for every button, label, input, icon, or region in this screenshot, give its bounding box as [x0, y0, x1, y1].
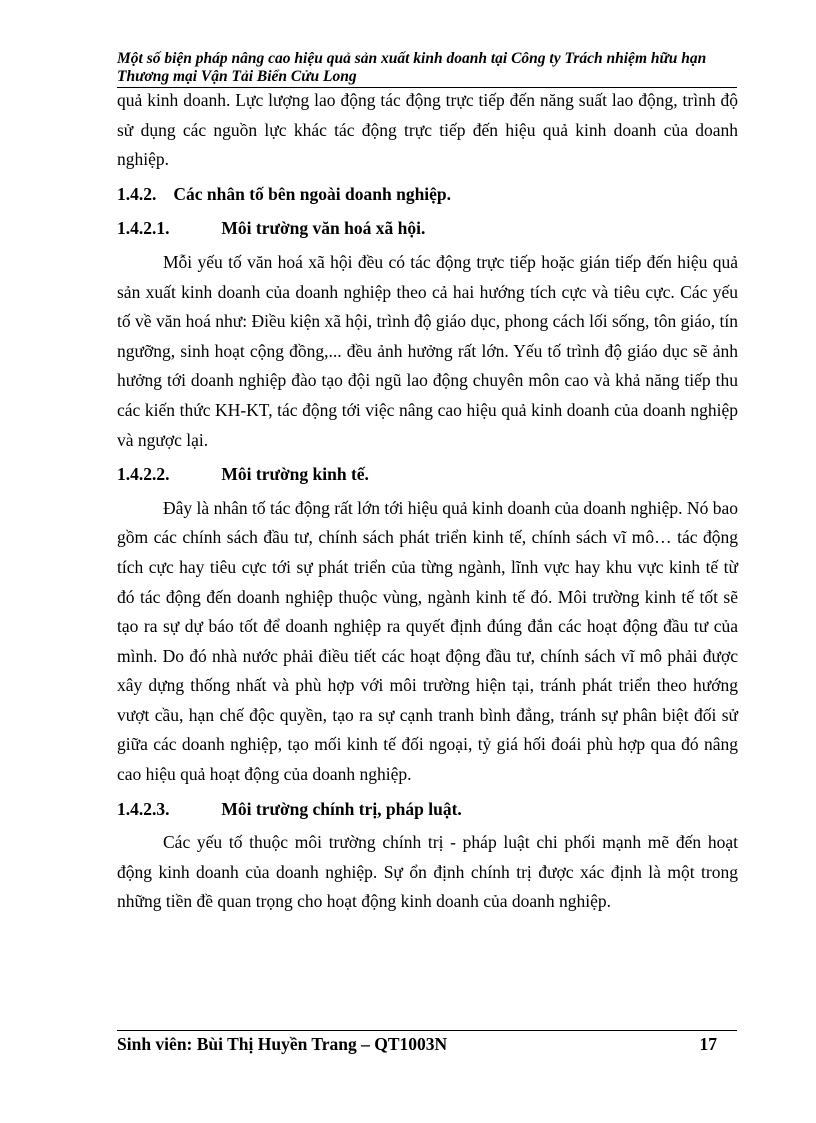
section-number: 1.4.2.3. [117, 798, 170, 819]
section-title: Môi trường kinh tế. [221, 464, 369, 485]
section-title: Môi trường chính trị, pháp luật. [221, 798, 462, 819]
running-header: Một số biện pháp nâng cao hiệu quả sản xuất kinh doanh tại Công ty Trách nhiệm hữu hạn Thương mại Vận Tải Biển Cửu Long [117, 50, 707, 85]
section-number: 1.4.2.2. [117, 464, 170, 485]
section-number: 1.4.2.1. [117, 218, 170, 239]
section-title: Các nhân tố bên ngoài doanh nghiệp. [173, 183, 452, 204]
section-heading-1-4-2-2 [117, 460, 738, 490]
section-number: 1.4.2. [117, 183, 157, 204]
section-heading-1-4-2-1 [117, 214, 738, 244]
section-heading-1-4-2 [117, 180, 738, 210]
document-body [117, 86, 738, 917]
paragraph-economy: Đây là nhân tố tác động rất lớn tới hiệu quả kinh doanh của doanh nghiệp. Nó bao gồm các chính sách đầu tư, chính sách phát triển kinh tế, chính sách vĩ mô… tác động tích cực hay tiêu cực tới sự phát triển của từng ngành, lĩnh vực hay khu vực kinh tế từ đó tác động đến doanh nghiệp thuộc vùng, ngành kinh tế đó. Môi trường kinh tế tốt sẽ tạo ra sự dự báo tốt để doanh nghiệp ra quyết định đúng đắn các hoạt động đầu tư của mình. Do đó nhà nước phải điều tiết các hoạt động đầu tư, chính sách vĩ mô phải được xây dựng thống nhất và phù hợp với môi trường hiện tại, tránh phát triển theo hướng vượt cầu, hạn chế độc quyền, tạo ra sự cạnh tranh bình đẳng, tránh sự phân biệt đối sử giữa các doanh nghiệp, tạo mối kinh tế đối ngoại, tỷ giá hối đoái phù hợp qua đó nâng cao hiệu quả hoạt động của doanh nghiệp. [117, 497, 738, 785]
section-heading-1-4-2-3 [117, 795, 738, 825]
paragraph-culture: Mỗi yếu tố văn hoá xã hội đều có tác động trực tiếp hoặc gián tiếp đến hiệu quả sản xuất kinh doanh của doanh nghiệp theo cả hai hướng tích cực và tiêu cực. Các yếu tố về văn hoá như: Điều kiện xã hội, trình độ giáo dục, phong cách lối sống, tôn giáo, tín ngưỡng, sinh hoạt cộng đồng,... đều ảnh hưởng rất lớn. Yếu tố trình độ giáo dục sẽ ảnh hưởng tới doanh nghiệp đào tạo đội ngũ lao động chuyên môn cao và khả năng tiếp thu các kiến thức KH-KT, tác động tới việc nâng cao hiệu quả kinh doanh của doanh nghiệp và ngược lại. [117, 251, 738, 450]
page-number: 17 [699, 1034, 717, 1054]
footer-divider [117, 1030, 737, 1031]
footer-student: Sinh viên: Bùi Thị Huyền Trang – QT1003N [117, 1034, 448, 1054]
paragraph-politics-law: Các yếu tố thuộc môi trường chính trị - pháp luật chi phối mạnh mẽ đến hoạt động kinh doanh của doanh nghiệp. Sự ổn định chính trị được xác định là một trong những tiền đề quan trọng cho hoạt động kinh doanh của doanh nghiệp. [117, 832, 738, 912]
running-footer [117, 1034, 717, 1055]
paragraph-continuation: quả kinh doanh. Lực lượng lao động tác động trực tiếp đến năng suất lao động, trình độ sử dụng các nguồn lực khác tác động trực tiếp đến hiệu quả kinh doanh của doanh nghiệp. [117, 90, 738, 170]
section-title: Môi trường văn hoá xã hội. [221, 218, 426, 239]
